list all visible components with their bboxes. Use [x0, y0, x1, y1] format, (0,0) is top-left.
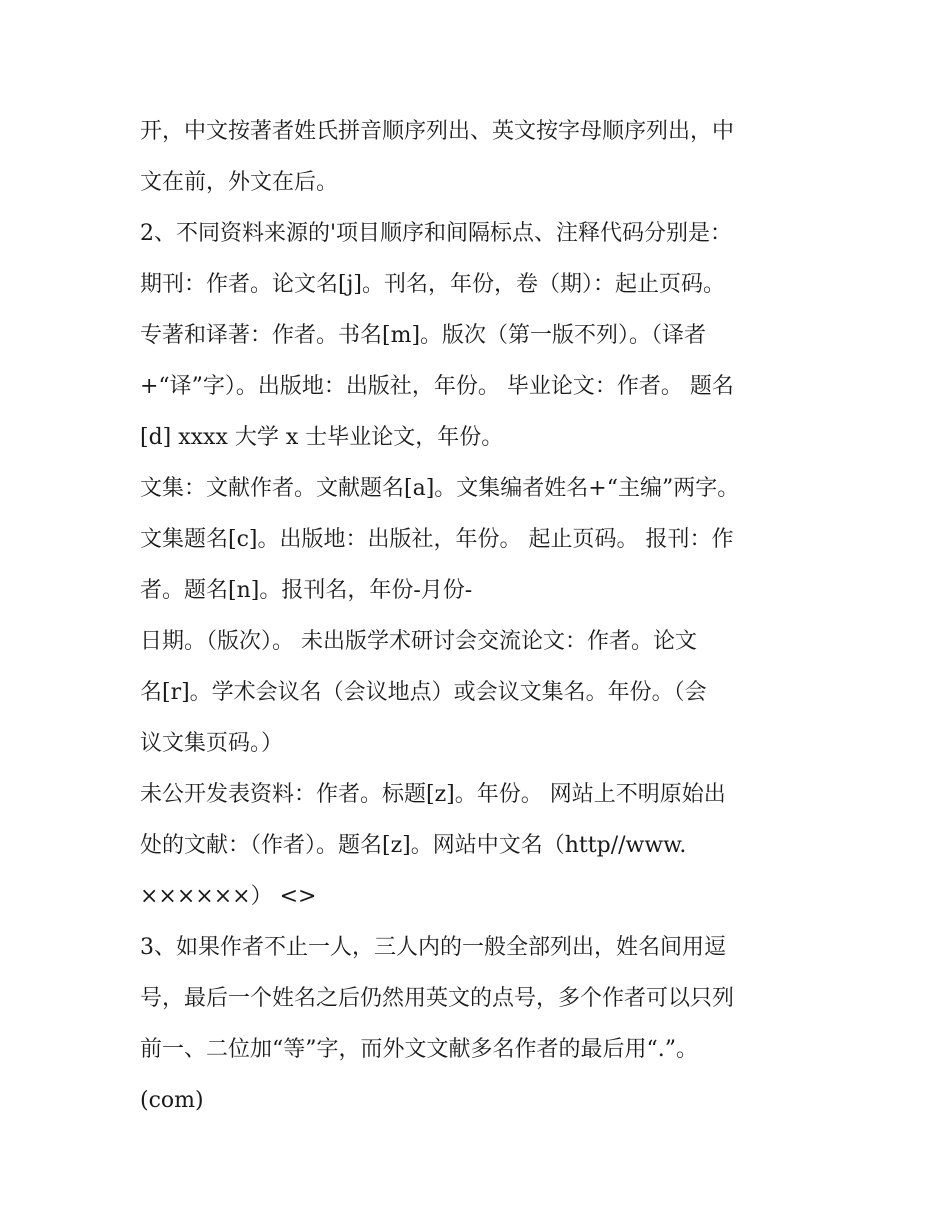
text-line-18: 号，最后一个姓名之后仍然用英文的点号，多个作者可以只列 — [140, 986, 735, 1011]
text-line-1: 开，中文按著者姓氏拼音顺序列出、英文按字母顺序列出，中 — [140, 119, 735, 144]
text-line-14: 未公开发表资料：作者。标题[z]。年份。 网站上不明原始出 — [140, 782, 726, 807]
text-line-7: [d] xxxx 大学 x 士毕业论文，年份。 — [140, 425, 504, 450]
text-line-13: 议文集页码。） — [140, 731, 284, 756]
text-line-5: 专著和译著：作者。书名[m]。版次（第一版不列）。（译者 — [140, 323, 707, 348]
text-line-2: 文在前，外文在后。 — [140, 170, 339, 195]
document-body — [140, 106, 830, 1126]
text-line-6: +“译”字）。出版地：出版社，年份。 毕业论文：作者。 题名 — [140, 374, 734, 399]
text-line-8: 文集：文献作者。文献题名[a]。文集编者姓名+“主编”两字。 — [140, 476, 740, 501]
text-line-11: 日期。（版次）。 未出版学术研讨会交流论文：作者。论文 — [140, 629, 697, 654]
text-line-16: ××××××） <> — [140, 884, 317, 909]
text-line-12: 名[r]。学术会议名（会议地点）或会议文集名。年份。（会 — [140, 680, 707, 705]
text-line-4: 期刊：作者。论文名[j]。刊名，年份，卷（期）：起止页码。 — [140, 272, 725, 297]
text-line-3: 2、不同资料来源的'项目顺序和间隔标点、注释代码分别是： — [140, 221, 733, 246]
text-line-9: 文集题名[c]。出版地：出版社，年份。 起止页码。 报刊：作 — [140, 527, 734, 552]
text-line-19: 前一、二位加“等”字，而外文文献多名作者的最后用“.”。 — [140, 1037, 698, 1062]
text-line-20: (com) — [140, 1088, 204, 1113]
text-line-15: 处的文献：（作者）。题名[z]。网站中文名（http//www. — [140, 833, 687, 858]
text-line-10: 者。题名[n]。报刊名，年份-月份- — [140, 578, 473, 603]
text-line-17: 3、如果作者不止一人，三人内的一般全部列出，姓名间用逗 — [140, 935, 726, 960]
